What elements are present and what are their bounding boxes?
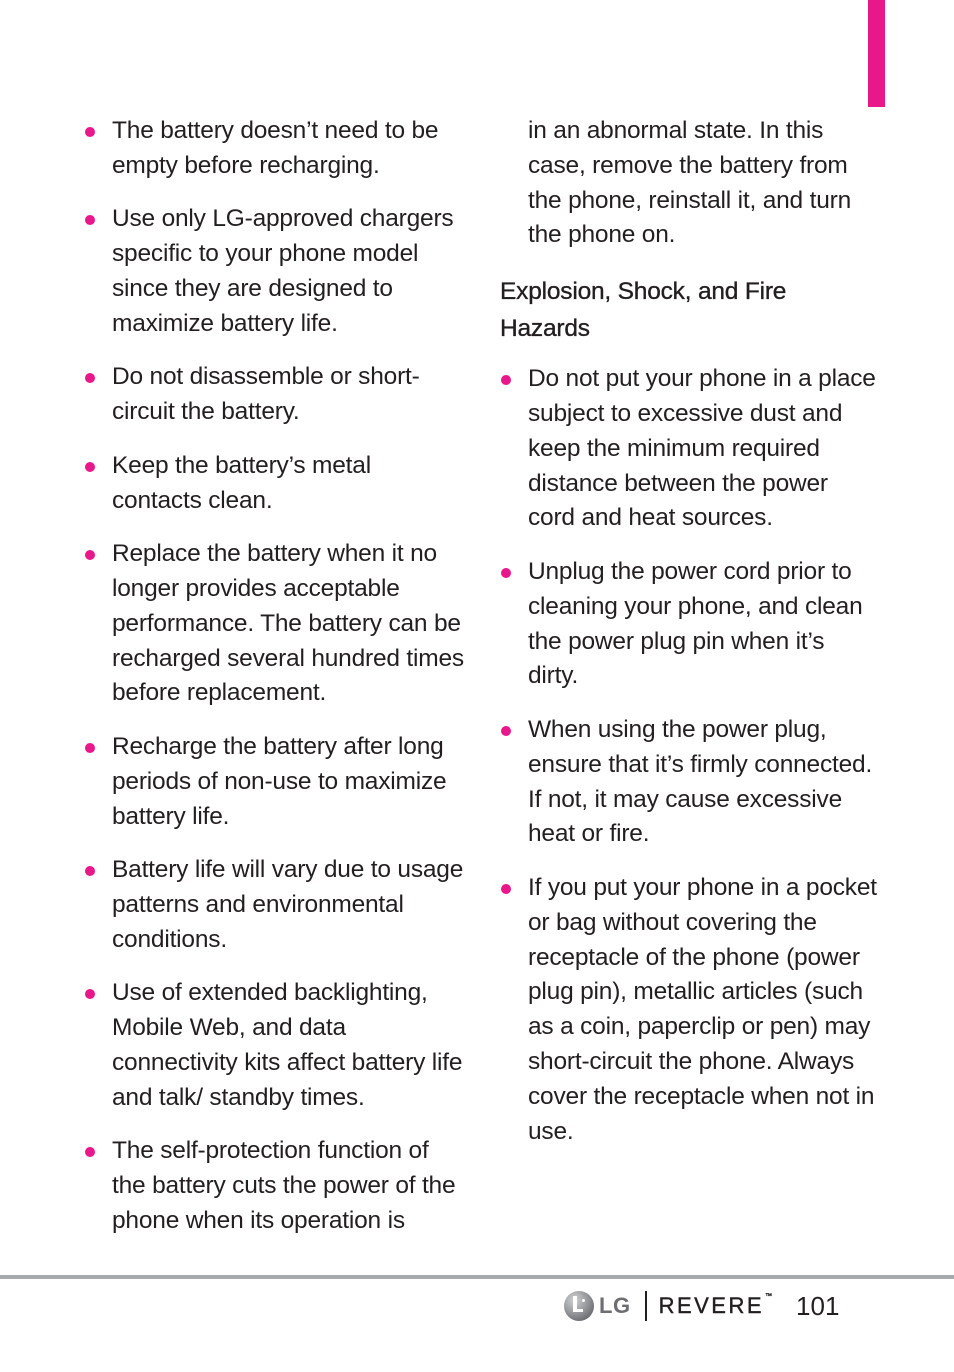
footer-divider-line [0, 1275, 954, 1279]
bullet-dot-icon [85, 215, 95, 225]
chapter-tab-marker [868, 0, 885, 107]
list-item-text: The battery doesn’t need to be empty before recharging. [112, 117, 439, 179]
list-item-text: Unplug the power cord prior to cleaning your phone, and clean the power plug pin when it’s dirty. [528, 557, 863, 690]
list-item [84, 114, 464, 184]
bullet-dot-icon [85, 1147, 95, 1157]
list-item [500, 555, 880, 694]
list-item-text: Battery life will vary due to usage patterns and environmental conditions. [112, 856, 464, 953]
list-item-text: When using the power plug, ensure that it’s firmly connected. If not, it may cause excessive heat or fire. [528, 715, 873, 848]
bullet-dot-icon [501, 726, 511, 736]
bullet-dot-icon [501, 884, 511, 894]
bullet-dot-icon [501, 568, 511, 578]
list-item [84, 730, 464, 834]
list-item-text: Do not disassemble or short-circuit the battery. [112, 363, 420, 426]
list-item-text: The self-protection function of the battery cuts the power of the phone when its operation is [112, 1137, 456, 1234]
left-column [84, 114, 464, 1257]
list-item [84, 976, 464, 1115]
left-bullet-list [84, 114, 464, 1239]
list-item-text: Use only LG-approved chargers specific to your phone model since they are designed to maximize battery life. [112, 205, 454, 337]
bullet-dot-icon [85, 127, 95, 137]
list-item [84, 537, 464, 711]
list-item [84, 360, 464, 430]
list-item [84, 449, 464, 519]
continued-paragraph: in an abnormal state. In this case, remove the battery from the phone, reinstall it, and turn the phone on. [528, 117, 852, 249]
bullet-dot-icon [85, 550, 95, 560]
brand-name: LG [599, 1293, 631, 1318]
bullet-dot-icon [85, 743, 95, 753]
list-item [500, 362, 880, 536]
list-item [84, 202, 464, 341]
bullet-dot-icon [501, 375, 511, 385]
lg-logo-icon [564, 1291, 594, 1321]
page-number: 101 [796, 1290, 840, 1321]
list-item-text: Use of extended backlighting, Mobile Web, and data connectivity kits affect battery life and talk/ standby times. [112, 979, 463, 1111]
list-item [84, 853, 464, 957]
list-item-text: If you put your phone in a pocket or bag without covering the receptacle of the phone (power plug pin), metallic articles (such as a coin, paperclip or pen) may short-circuit the phone. Always cover the receptacle when not in use. [528, 873, 877, 1145]
list-item-text: Replace the battery when it no longer provides acceptable performance. The battery can be recharged several hundred times before replacement. [112, 540, 464, 707]
footer-separator [645, 1291, 647, 1321]
model-name-text: REVERE [658, 1293, 765, 1318]
trademark-symbol: ™ [765, 1293, 773, 1300]
list-item-text: Do not put your phone in a place subject to excessive dust and keep the minimum required distance between the power cord and heat sources. [528, 365, 876, 532]
bullet-dot-icon [85, 989, 95, 999]
list-item [84, 1134, 464, 1238]
right-bullet-list [500, 362, 880, 1149]
page-footer [564, 1289, 839, 1323]
bullet-dot-icon [85, 462, 95, 472]
section-heading: Explosion, Shock, and Fire Hazards [500, 278, 787, 343]
list-item-text: Recharge the battery after long periods of non-use to maximize battery life. [112, 732, 447, 830]
list-item [500, 713, 880, 852]
list-item-text: Keep the battery’s metal contacts clean. [112, 451, 371, 514]
right-column [500, 114, 880, 1168]
bullet-dot-icon [85, 373, 95, 383]
bullet-dot-icon [85, 866, 95, 876]
list-item [500, 871, 880, 1149]
model-name [659, 1293, 772, 1319]
